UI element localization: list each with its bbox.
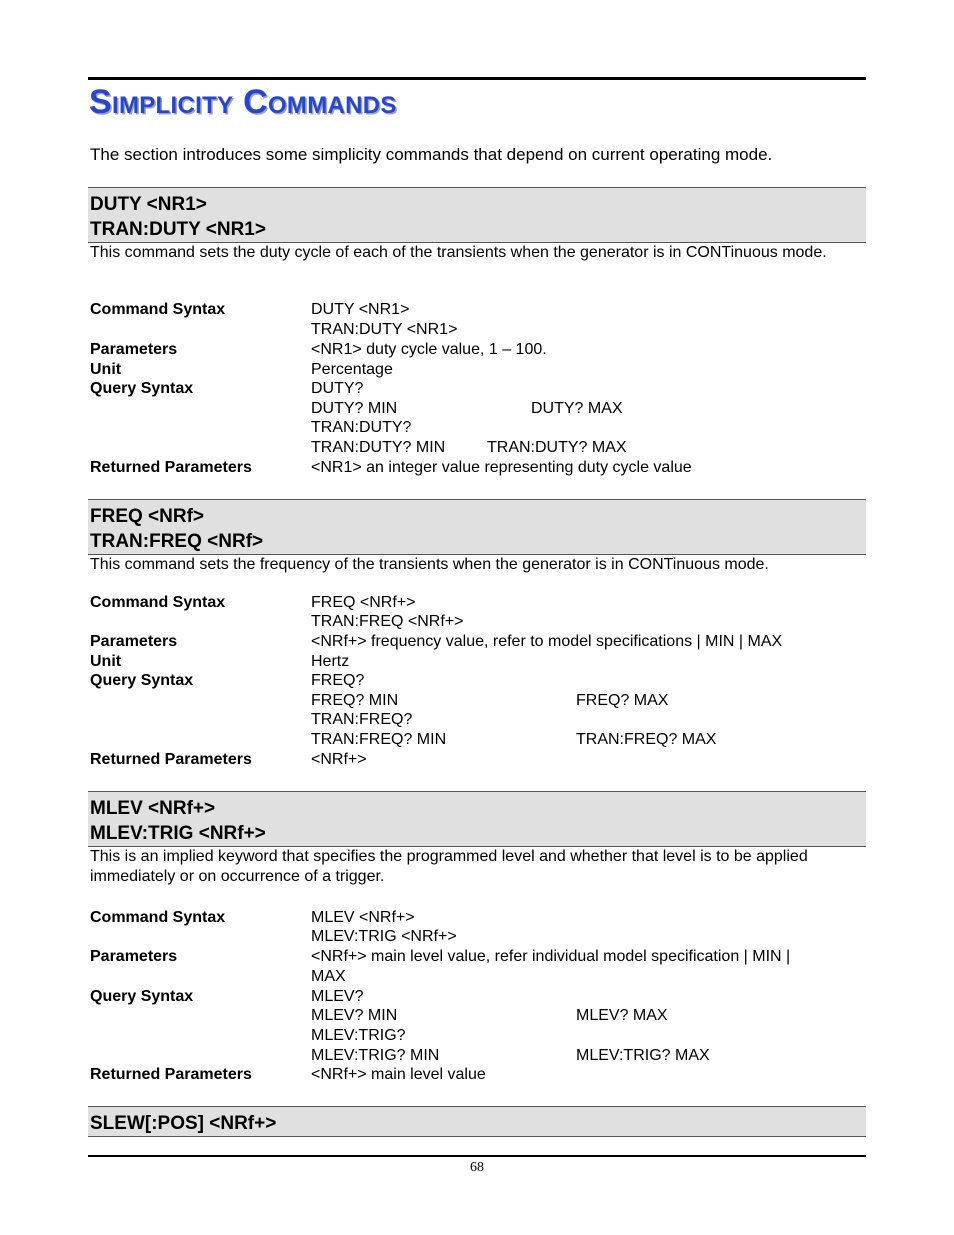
query-value: TRAN:FREQ? MAX (576, 731, 717, 748)
parameters-value: <NRf+> frequency value, refer to model specifications | MIN | MAX (311, 633, 783, 650)
query-value: MLEV? MIN (311, 1007, 398, 1024)
label-returned-parameters: Returned Parameters (90, 751, 252, 768)
query-value: TRAN:FREQ? (311, 711, 413, 728)
page-number: 68 (470, 1160, 484, 1175)
section-heading: DUTY <NR1> (90, 194, 207, 215)
returned-value: <NR1> an integer value representing duty cycle value (311, 459, 692, 476)
page-title: Simplicity Commands (89, 83, 397, 121)
label-command-syntax: Command Syntax (90, 594, 226, 611)
returned-value: <NRf+> main level value (311, 1066, 486, 1083)
section-description: This command sets the duty cycle of each of the transients when the generator is in CONTinuous mode. (90, 244, 827, 261)
query-value: MLEV:TRIG? MIN (311, 1047, 440, 1064)
command-syntax-value: TRAN:FREQ <NRf+> (311, 613, 464, 630)
section-description: This command sets the frequency of the transients when the generator is in CONTinuous mode. (90, 556, 769, 573)
command-syntax-value: DUTY <NR1> (311, 301, 410, 318)
query-value: FREQ? MIN (311, 692, 399, 709)
section-heading: MLEV <NRf+> (90, 798, 216, 819)
query-value: DUTY? MAX (531, 400, 623, 417)
query-value: DUTY? (311, 380, 364, 397)
query-value: TRAN:DUTY? (311, 419, 412, 436)
query-value: MLEV? MAX (576, 1007, 668, 1024)
label-returned-parameters: Returned Parameters (90, 1066, 252, 1083)
command-syntax-value: MLEV <NRf+> (311, 909, 415, 926)
top-rule (88, 77, 866, 80)
query-value: TRAN:DUTY? MAX (487, 439, 627, 456)
label-query-syntax: Query Syntax (90, 988, 194, 1005)
section-header-mlev (88, 791, 866, 847)
command-syntax-value: TRAN:DUTY <NR1> (311, 321, 458, 338)
unit-value: Hertz (311, 653, 350, 670)
command-syntax-value: FREQ <NRf+> (311, 594, 416, 611)
section-heading: FREQ <NRf> (90, 506, 205, 527)
label-query-syntax: Query Syntax (90, 672, 194, 689)
label-unit: Unit (90, 361, 122, 378)
label-parameters: Parameters (90, 341, 178, 358)
query-value: TRAN:DUTY? MIN (311, 439, 446, 456)
unit-value: Percentage (311, 361, 393, 378)
query-value: DUTY? MIN (311, 400, 398, 417)
query-value: MLEV:TRIG? (311, 1027, 406, 1044)
label-command-syntax: Command Syntax (90, 909, 226, 926)
section-heading: MLEV:TRIG <NRf+> (90, 823, 266, 844)
query-value: FREQ? (311, 672, 365, 689)
label-parameters: Parameters (90, 948, 178, 965)
section-header-freq (88, 499, 866, 555)
parameters-value: <NR1> duty cycle value, 1 – 100. (311, 341, 547, 358)
label-unit: Unit (90, 653, 122, 670)
intro-paragraph: The section introduces some simplicity commands that depend on current operating mode. (90, 145, 773, 164)
label-parameters: Parameters (90, 633, 178, 650)
section-header-slew (88, 1106, 866, 1137)
section-description: This is an implied keyword that specifies the programmed level and whether that level is to be applied immediately or on occurrence of a trigger. (90, 848, 808, 885)
parameters-value: MAX (311, 968, 346, 985)
section-heading: TRAN:DUTY <NR1> (90, 219, 266, 240)
label-returned-parameters: Returned Parameters (90, 459, 252, 476)
bottom-rule (88, 1155, 866, 1157)
query-value: MLEV? (311, 988, 364, 1005)
label-command-syntax: Command Syntax (90, 301, 226, 318)
parameters-value: <NRf+> main level value, refer individual model specification | MIN | (311, 948, 791, 965)
section-heading: TRAN:FREQ <NRf> (90, 531, 264, 552)
query-value: TRAN:FREQ? MIN (311, 731, 447, 748)
query-value: MLEV:TRIG? MAX (576, 1047, 710, 1064)
returned-value: <NRf+> (311, 751, 367, 768)
command-syntax-value: MLEV:TRIG <NRf+> (311, 928, 457, 945)
label-query-syntax: Query Syntax (90, 380, 194, 397)
section-heading: SLEW[:POS] <NRf+> (90, 1113, 277, 1134)
query-value: FREQ? MAX (576, 692, 669, 709)
section-header-duty (88, 187, 866, 243)
